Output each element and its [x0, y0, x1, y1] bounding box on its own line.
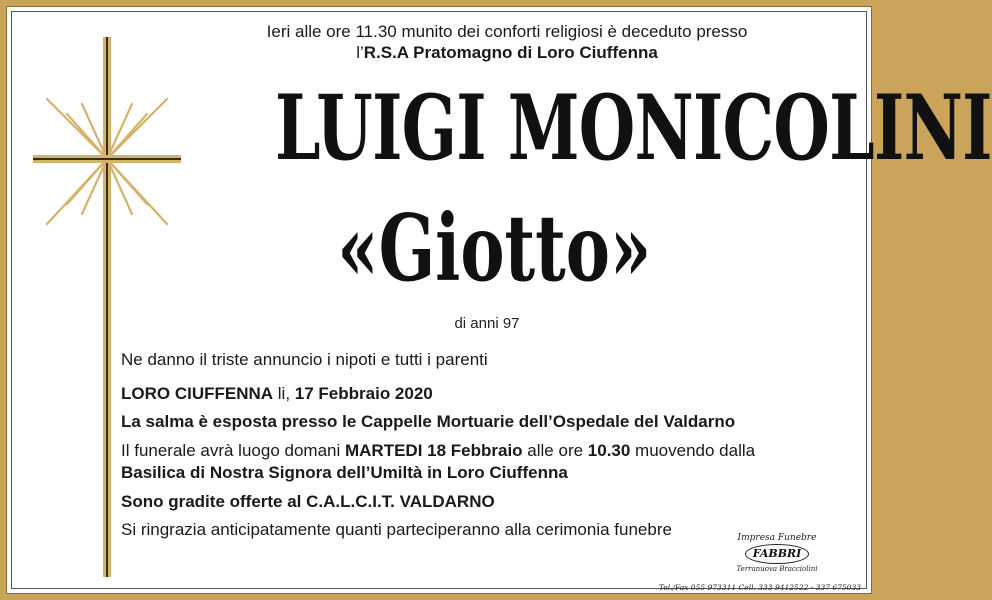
funeral-text [121, 441, 755, 461]
funeral-time: 10.30 [587, 441, 631, 460]
offerings-text: Sono gradite offerte al C.A.L.C.I.T. VALDARNO [121, 492, 495, 511]
funeral-text-b: alle ore [522, 441, 588, 460]
announcement-text: Ne danno il triste annuncio i nipoti e tutti i parenti [121, 350, 488, 369]
funeral-day: MARTEDI 18 Febbraio [344, 441, 523, 460]
agency-logo [735, 533, 819, 589]
funeral-text-c: muovendo dalla [630, 441, 756, 460]
notice-frame [6, 6, 992, 594]
place-date-line [121, 384, 433, 404]
place-separator: li, [273, 384, 295, 403]
facility-name: R.S.A Pratomagno di Loro Ciuffenna [363, 43, 658, 62]
funeral-text-a: Il funerale avrà luogo domani [121, 441, 345, 460]
intro-prefix: l’ [356, 43, 364, 62]
intro-line-2 [197, 42, 817, 63]
deceased-nickname: «Giotto» [337, 194, 652, 302]
viewing-text: La salma è esposta presso le Cappelle Mortuarie dell’Ospedale del Valdarno [121, 412, 736, 431]
place: LORO CIUFFENNA [121, 384, 274, 403]
agency-contacts: Tel./Fax 055 973311 Cell. 333 9412522 - 337 675033 [658, 583, 861, 592]
agency-name: FABBRI [745, 544, 809, 564]
deceased-age: di anni 97 [454, 315, 520, 332]
deceased-name: LUIGI MONICOLINI [275, 75, 992, 181]
thanks-text: Si ringrazia anticipatamente quanti parteciperanno alla cerimonia funebre [121, 520, 672, 539]
agency-type: Impresa Funebre [737, 533, 817, 543]
agency-town: Terranuova Bracciolini [736, 565, 818, 573]
date: 17 Febbraio 2020 [294, 384, 433, 403]
church-text: Basilica di Nostra Signora dell’Umiltà in Loro Ciuffenna [121, 463, 568, 482]
intro-line-1: Ieri alle ore 11.30 munito dei conforti religiosi è deceduto presso [266, 22, 748, 41]
